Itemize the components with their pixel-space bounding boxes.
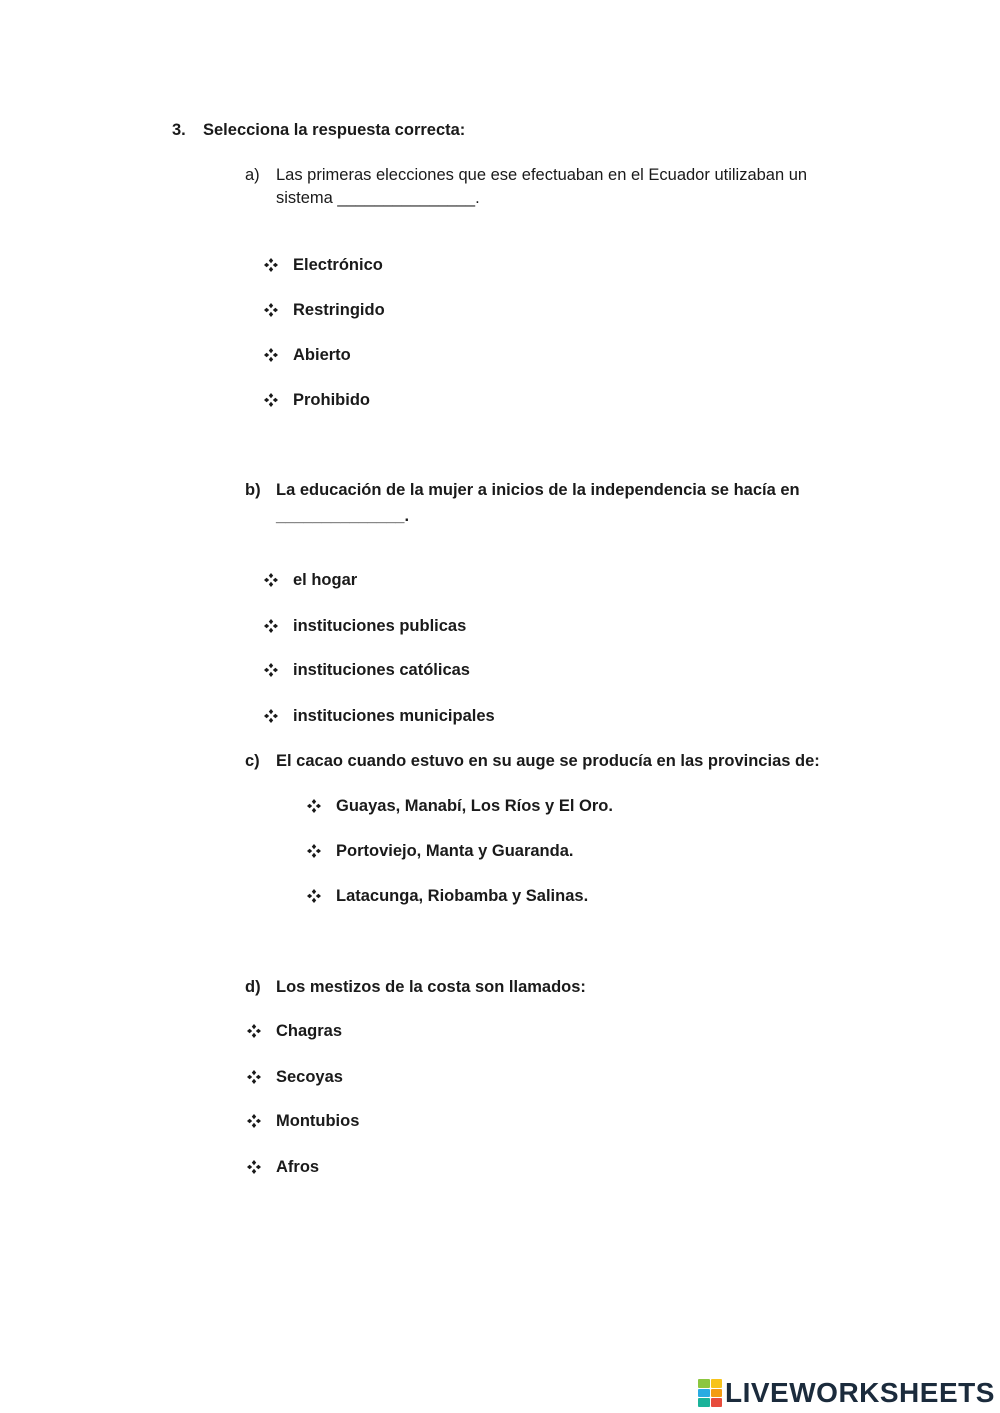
part-a-line1: Las primeras elecciones que ese efectuaban en el Ecuador utilizaban un: [276, 166, 808, 184]
diamond-bullet-icon: [264, 303, 278, 317]
option-d-3[interactable]: Montubios: [276, 1112, 360, 1130]
logo-block: [711, 1379, 723, 1388]
diamond-bullet-icon: [264, 393, 278, 407]
diamond-bullet-icon: [264, 619, 278, 633]
diamond-bullet-icon: [247, 1114, 261, 1128]
liveworksheets-logo: [698, 1378, 995, 1408]
option-d-1[interactable]: Chagras: [276, 1022, 343, 1040]
diamond-bullet-icon: [307, 889, 321, 903]
diamond-bullet-icon: [307, 844, 321, 858]
diamond-bullet-icon: [247, 1160, 261, 1174]
part-c-line1: El cacao cuando estuvo en su auge se producía en las provincias de:: [276, 752, 820, 770]
diamond-bullet-icon: [264, 709, 278, 723]
logo-text: LIVEWORKSHEETS: [725, 1377, 995, 1408]
part-d-letter: d): [245, 978, 261, 996]
diamond-bullet-icon: [264, 573, 278, 587]
part-b-letter: b): [245, 481, 261, 499]
part-b-line2: ______________.: [276, 507, 410, 525]
option-c-2[interactable]: Portoviejo, Manta y Guaranda.: [336, 842, 574, 860]
diamond-bullet-icon: [307, 799, 321, 813]
diamond-bullet-icon: [247, 1024, 261, 1038]
diamond-bullet-icon: [264, 258, 278, 272]
option-a-2[interactable]: Restringido: [293, 301, 385, 319]
part-b-line1: La educación de la mujer a inicios de la independencia se hacía en: [276, 481, 800, 499]
option-b-4[interactable]: instituciones municipales: [293, 707, 495, 725]
part-a-letter: a): [245, 166, 260, 184]
option-a-4[interactable]: Prohibido: [293, 391, 370, 409]
option-b-2[interactable]: instituciones publicas: [293, 617, 467, 635]
option-d-4[interactable]: Afros: [276, 1158, 320, 1176]
question-title: Selecciona la respuesta correcta:: [203, 121, 466, 139]
question-number: 3.: [172, 121, 186, 139]
diamond-bullet-icon: [247, 1070, 261, 1084]
diamond-bullet-icon: [264, 348, 278, 362]
option-b-3[interactable]: instituciones católicas: [293, 661, 470, 679]
logo-blocks-icon: [698, 1379, 722, 1407]
option-d-2[interactable]: Secoyas: [276, 1068, 343, 1086]
option-a-1[interactable]: Electrónico: [293, 256, 383, 274]
logo-block: [698, 1398, 710, 1407]
logo-block: [698, 1379, 710, 1388]
option-c-3[interactable]: Latacunga, Riobamba y Salinas.: [336, 887, 589, 905]
logo-block: [711, 1398, 723, 1407]
part-c-letter: c): [245, 752, 260, 770]
option-b-1[interactable]: el hogar: [293, 571, 358, 589]
diamond-bullet-icon: [264, 663, 278, 677]
option-a-3[interactable]: Abierto: [293, 346, 351, 364]
part-a-line2: sistema _______________.: [276, 189, 480, 207]
logo-block: [698, 1389, 710, 1398]
part-d-line1: Los mestizos de la costa son llamados:: [276, 978, 586, 996]
logo-block: [711, 1389, 723, 1398]
option-c-1[interactable]: Guayas, Manabí, Los Ríos y El Oro.: [336, 797, 613, 815]
